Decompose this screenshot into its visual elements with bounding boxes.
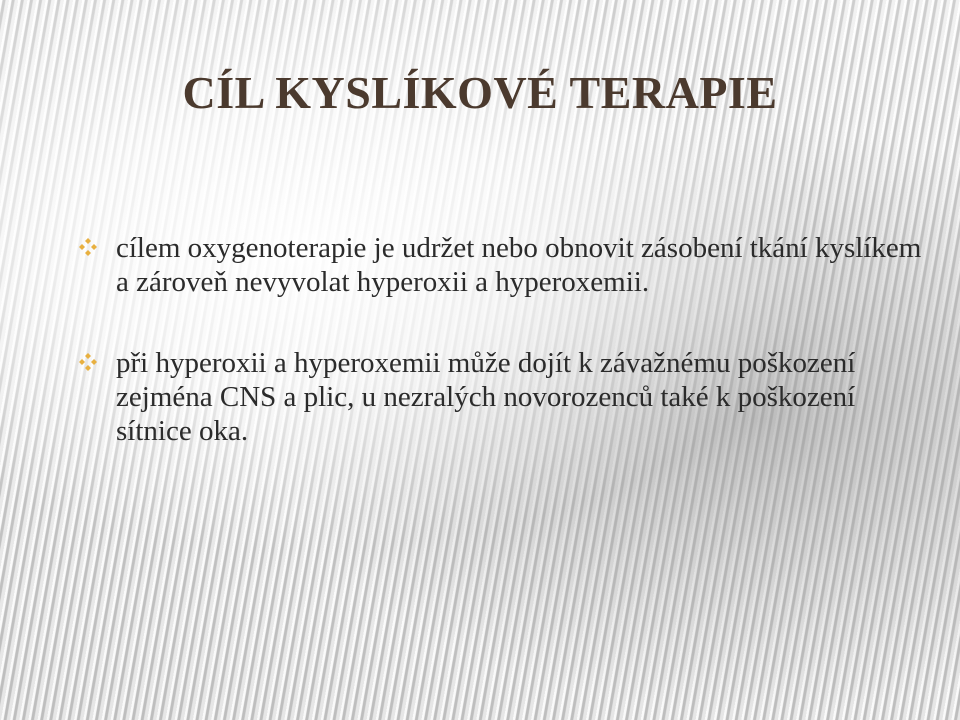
four-diamond-bullet-icon xyxy=(78,352,98,372)
four-diamond-bullet-icon xyxy=(78,237,98,257)
bullet-text: při hyperoxii a hyperoxemii může dojít k závažnému poškození zejména CNS a plic, u nezralých novorozenců také k poškození sítnice oka. xyxy=(116,347,856,447)
bullet-item xyxy=(78,232,928,299)
bullet-list xyxy=(78,232,928,448)
bullet-text: cílem oxygenoterapie je udržet nebo obnovit zásobení tkání kyslíkem a zároveň nevyvolat hyperoxii a hyperoxemii. xyxy=(116,232,922,298)
slide-title: CÍL KYSLÍKOVÉ TERAPIE xyxy=(182,67,778,118)
bullet-item xyxy=(78,347,928,448)
